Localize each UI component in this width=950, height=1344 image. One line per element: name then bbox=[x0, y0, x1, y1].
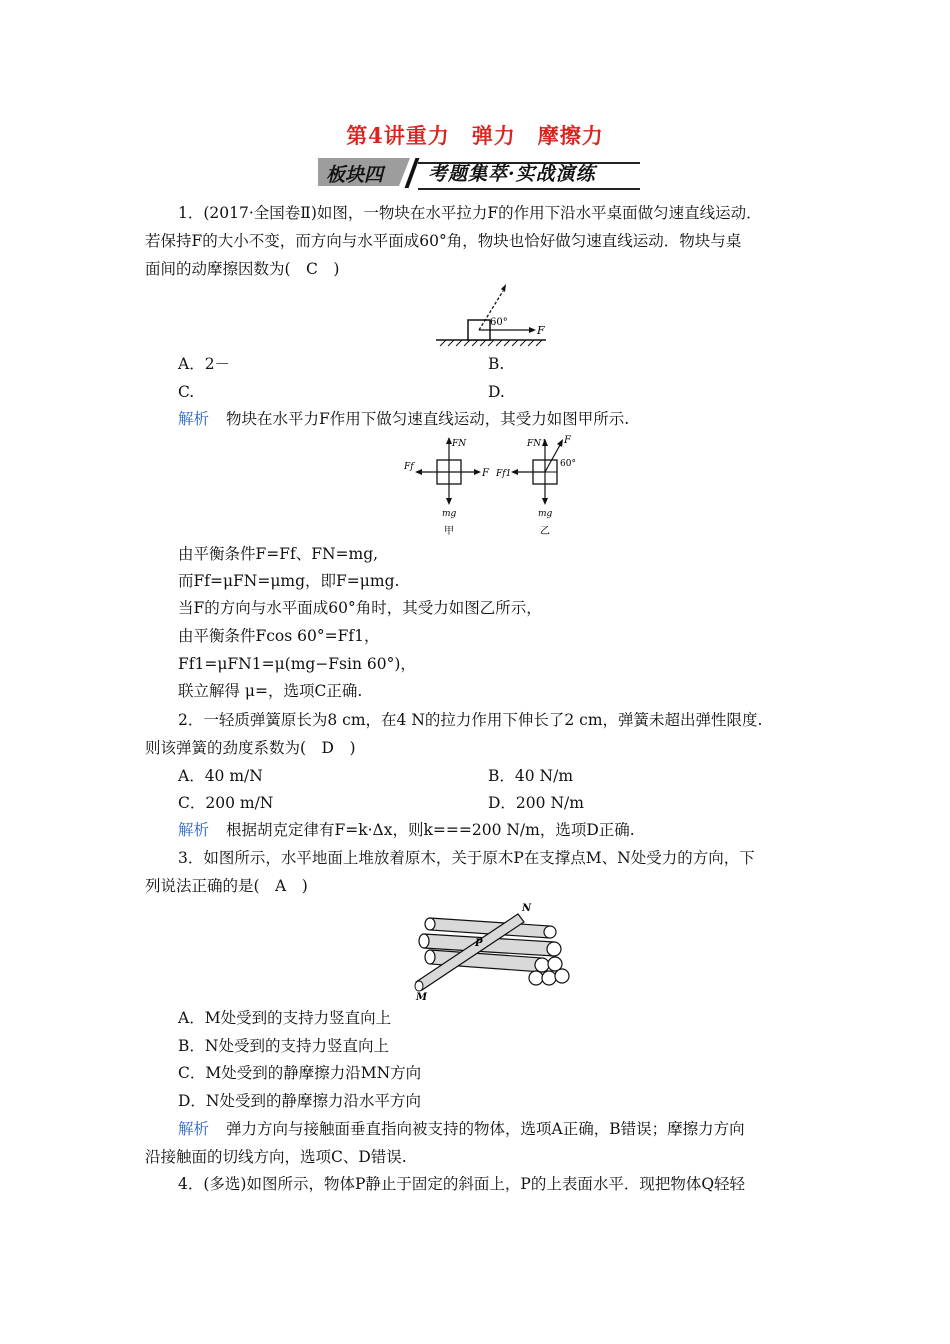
q1-step-5: Ff1=μFN1=μ(mg−Fsin 60°)， bbox=[178, 655, 416, 673]
q1-block-figure bbox=[432, 282, 552, 348]
q3-line-1: 3．如图所示，水平地面上堆放着原木，关于原木P在支撑点M、N处受力的方向，下 bbox=[178, 849, 755, 867]
q3-fig-p: P bbox=[475, 938, 483, 949]
q1-fig-force: F bbox=[537, 324, 545, 337]
q1-fig-angle: 60° bbox=[490, 317, 508, 328]
q3-analysis-1: 弹力方向与接触面垂直指向被支持的物体，选项A正确，B错误；摩擦力方向 bbox=[226, 1120, 745, 1138]
q3-option-d: D．N处受到的静摩擦力沿水平方向 bbox=[178, 1092, 421, 1110]
q1-analysis-1: 物块在水平力F作用下做匀速直线运动，其受力如图甲所示. bbox=[226, 410, 630, 428]
fig-jia-fn: FN bbox=[452, 439, 467, 449]
q2-option-d: D．200 N/m bbox=[488, 794, 584, 812]
q1-line-3: 面间的动摩擦因数为( C ) bbox=[145, 260, 340, 278]
q3-analysis-tag: 解析 bbox=[178, 1120, 210, 1138]
q3-option-c: C．M处受到的静摩擦力沿MN方向 bbox=[178, 1064, 422, 1082]
q1-line-1: 1．(2017·全国卷Ⅱ)如图，一物块在水平拉力F的作用下沿水平桌面做匀速直线运动． bbox=[178, 204, 762, 222]
page-title: 第4讲重力 弹力 摩擦力 bbox=[346, 123, 604, 148]
fig-jia-mg: mg bbox=[442, 509, 457, 519]
q3-fig-m: M bbox=[416, 992, 428, 1002]
q1-option-b: B. bbox=[488, 355, 505, 373]
q3-option-b: B．N处受到的支持力竖直向上 bbox=[178, 1037, 389, 1055]
q1-analysis-tag: 解析 bbox=[178, 410, 210, 428]
q4-line-1: 4．(多选)如图所示，物体P静止于固定的斜面上，P的上表面水平．现把物体Q轻轻 bbox=[178, 1175, 746, 1193]
q2-option-a: A．40 m/N bbox=[178, 767, 263, 785]
q3-line-2: 列说法正确的是( A ) bbox=[145, 877, 308, 895]
fig-yi-fn1: FN1 bbox=[527, 439, 547, 449]
q1-step-2: 而Ff=μFN=μmg，即F=μmg. bbox=[178, 572, 400, 590]
q3-logs-figure bbox=[410, 898, 570, 1002]
banner-left-text: 板块四 bbox=[326, 164, 384, 186]
q2-analysis-1: 根据胡克定律有F=k·Δx，则k===200 N/m，选项D正确. bbox=[226, 821, 635, 839]
q1-option-c: C. bbox=[178, 383, 195, 401]
q1-option-d: D. bbox=[488, 383, 505, 401]
q1-option-a: A．2－ bbox=[178, 355, 231, 373]
fig-jia-label: 甲 bbox=[444, 526, 454, 537]
fig-yi-f: F bbox=[564, 435, 571, 446]
banner-right-text: 考题集萃·实战演练 bbox=[428, 163, 596, 185]
q1-step-3: 当F的方向与水平面成60°角时，其受力如图乙所示， bbox=[178, 599, 542, 617]
q3-analysis-2: 沿接触面的切线方向，选项C、D错误. bbox=[145, 1148, 407, 1166]
section-banner bbox=[318, 158, 648, 190]
fig-yi-mg: mg bbox=[538, 509, 553, 519]
q1-force-diagrams bbox=[400, 430, 590, 540]
fig-yi-angle: 60° bbox=[560, 459, 576, 469]
q1-step-4: 由平衡条件Fcos 60°=Ff1， bbox=[178, 627, 380, 645]
fig-jia-ff: Ff bbox=[404, 462, 414, 472]
q3-option-a: A．M处受到的支持力竖直向上 bbox=[178, 1009, 392, 1027]
q3-fig-n: N bbox=[522, 903, 532, 914]
q2-line-2: 则该弹簧的劲度系数为( D ) bbox=[145, 739, 356, 757]
q2-option-b: B．40 N/m bbox=[488, 767, 574, 785]
fig-yi-ff1: Ff1 bbox=[496, 469, 512, 479]
q1-line-2: 若保持F的大小不变，而方向与水平面成60°角，物块也恰好做匀速直线运动．物块与桌 bbox=[145, 232, 742, 250]
q2-analysis-tag: 解析 bbox=[178, 821, 210, 839]
q1-step-1: 由平衡条件F=Ff、FN=mg, bbox=[178, 545, 379, 563]
q2-option-c: C．200 m/N bbox=[178, 794, 274, 812]
fig-yi-label: 乙 bbox=[540, 526, 550, 537]
q2-line-1: 2．一轻质弹簧原长为8 cm，在4 N的拉力作用下伸长了2 cm，弹簧未超出弹性限度. bbox=[178, 711, 763, 729]
fig-jia-f: F bbox=[482, 468, 489, 479]
q1-step-6: 联立解得 μ=，选项C正确. bbox=[178, 682, 363, 700]
